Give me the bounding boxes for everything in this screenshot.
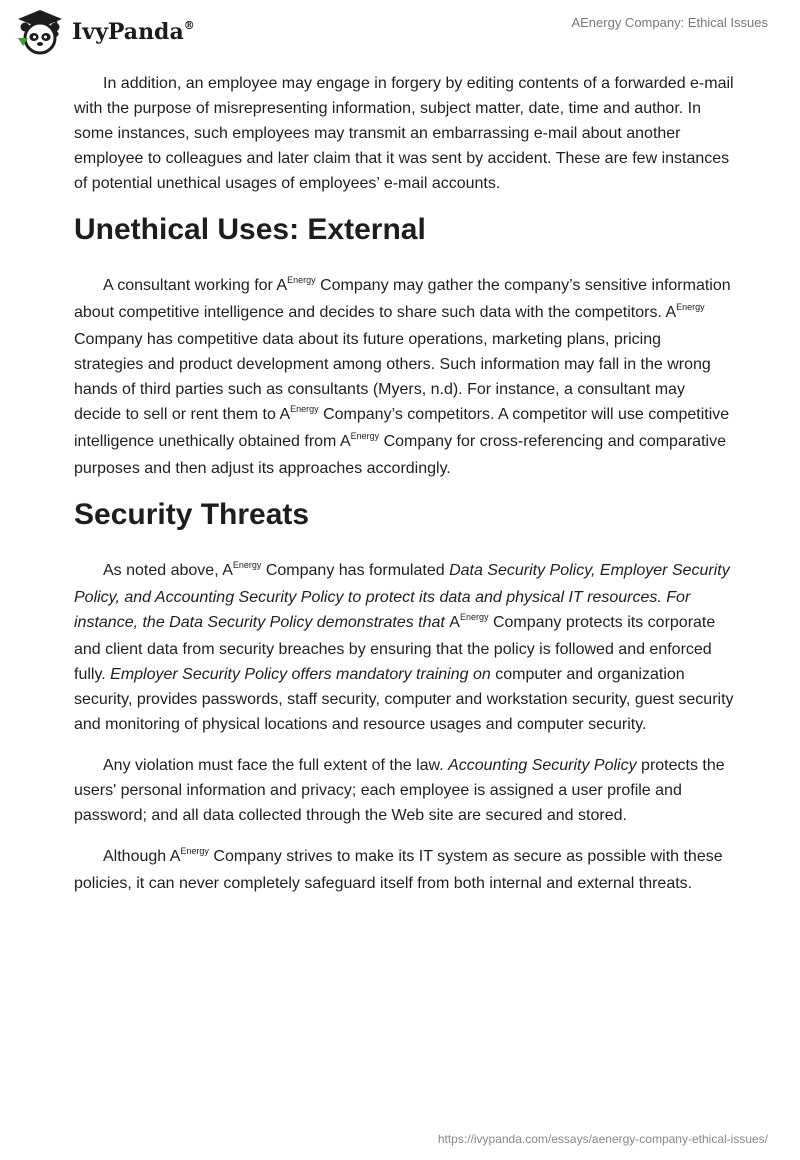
section-heading-security: Security Threats [74, 498, 310, 531]
section-heading-external: Unethical Uses: External [74, 213, 426, 246]
paragraph: Although $A^{Energy}$ Company strives to make its IT system as secure as possible with these policies, it can never completely safeguard itself from both internal and external threats. [74, 846, 723, 892]
paragraph: In addition, an employee may engage in forgery by editing contents of a forwarded e-mail with the purpose of misrepresenting information, subject matter, date, time and author. In some instances, such employees may transmit an embarrassing e-mail about another employee to colleagues and later claim that it was sent by accident. These are few instances of potential unethical usages of employees’ e-mail accounts. [74, 75, 734, 192]
page-header [0, 0, 800, 64]
source-url[interactable]: https://ivypanda.com/essays/aenergy-company-ethical-issues/ [437, 1132, 768, 1146]
paragraph: As noted above, $A^{Energy}$ Company has formulated Data Security Policy, Employer Security Policy, and Accounting Security Policy to protect its data and physical IT resources. For instance, the Data Security Policy demonstrates that $A^{Energy}$ Company protects its corporate and client data from security breaches by ensuring that the policy is followed and enforced fully. Employer Security Policy offers mandatory training on computer and organization security, provides passwords, staff security, computer and workstation security, guest security and monitoring of physical locations and resource usages and computer security. [74, 560, 734, 733]
essay-body [74, 71, 734, 912]
brand-name: IvyPanda® [72, 18, 195, 45]
ivypanda-logo[interactable] [14, 8, 195, 56]
panda-graduate-icon [14, 8, 66, 56]
paragraph: A consultant working for $A^{Energy}$ Company may gather the company’s sensitive information about competitive intelligence and decides to share such data with the competitors. $A^{Energy}$ Company has competitive data about its future operations, marketing plans, pricing strategies and product development among others. Such information may fall in the wrong hands of third parties such as consultants (Myers, n.d). For instance, a consultant may decide to sell or rent them to $A^{Energy}$ Company’s competitors. A competitor will use competitive intelligence unethically obtained from $A^{Energy}$ Company for cross-referencing and comparative purposes and then adjust its approaches accordingly. [74, 275, 731, 477]
paragraph: Any violation must face the full extent of the law. Accounting Security Policy protects the users' personal information and privacy; each employee is assigned a user profile and password; and all data collected through the Web site are secured and stored. [74, 757, 725, 824]
document-title: AEnergy Company: Ethical Issues [571, 15, 768, 30]
